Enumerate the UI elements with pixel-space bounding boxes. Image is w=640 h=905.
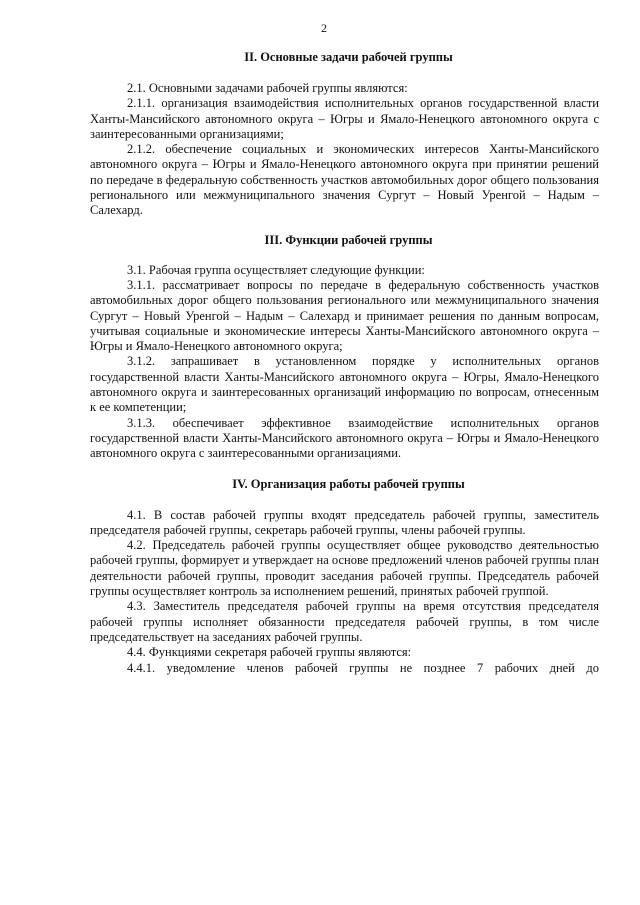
section-title: III. Функции рабочей группы xyxy=(264,232,433,247)
paragraph-3-1-2: 3.1.2. запрашивает в установленном порядке у исполнительных органов государственной власти Ханты-Мансийского автономного округа – Югры, Ямало-Ненецкого автономного округа и заинтересованных организаций информацию по вопросам, отнесенным к ее компетенции; xyxy=(90,354,599,415)
paragraph-2-1-1: 2.1.1. организация взаимодействия исполнительных органов государственной власти Ханты-Мансийского автономного округа – Югры и Ямало-Ненецкого автономного округа с заинтересованными организациями; xyxy=(90,96,599,141)
section-title: IV. Организация работы рабочей группы xyxy=(232,476,465,491)
paragraph-2-1: 2.1. Основными задачами рабочей группы являются: xyxy=(127,81,408,95)
paragraph-4-1: 4.1. В состав рабочей группы входят председатель рабочей группы, заместитель председателя рабочей группы, секретарь рабочей группы, члены рабочей группы. xyxy=(90,507,599,537)
paragraph-4-4: 4.4. Функциями секретаря рабочей группы являются: xyxy=(127,645,412,660)
paragraph-2-1-2: 2.1.2. обеспечение социальных и экономических интересов Ханты-Мансийского автономного округа – Югры и Ямало-Ненецкого автономного округа при принятии решений по передаче в федеральную собственность участков автомобильных дорог общего пользования регионального или межмуниципального значения Сургут – Новый Уренгой – Надым – Салехард. xyxy=(90,142,599,218)
page-number: 2 xyxy=(321,21,327,35)
paragraph-4-3: 4.3. Заместитель председателя рабочей группы на время отсутствия председателя рабочей группы исполняет обязанности председателя рабочей группы, в том числе председательствует на заседаниях рабочей группы. xyxy=(90,599,599,644)
section-2 xyxy=(90,49,599,219)
section-4 xyxy=(90,476,599,676)
paragraph-3-1-3: 3.1.3. обеспечивает эффективное взаимодействие исполнительных органов государственной власти Ханты-Мансийского автономного округа – Югры и Ямало-Ненецкого автономного округа с заинтересованными организациями. xyxy=(90,415,599,461)
paragraph-3-1-1: 3.1.1. рассматривает вопросы по передаче в федеральную собственность участков автомобильных дорог общего пользования регионального или межмуниципального значения Сургут – Новый Уренгой – Надым – Салехард и принимает решения по данным вопросам, учитывая социальные и экономические интересы Ханты-Мансийского автономного округа – Югры и Ямало-Ненецкого автономного округа; xyxy=(90,277,599,354)
document-body xyxy=(90,40,599,676)
section-title: II. Основные задачи рабочей группы xyxy=(244,50,453,64)
paragraph-3-1: 3.1. Рабочая группа осуществляет следующие функции: xyxy=(127,262,425,277)
paragraph-4-4-1: 4.4.1. уведомление членов рабочей группы не позднее 7 рабочих дней до xyxy=(127,660,599,675)
section-3 xyxy=(90,232,599,462)
paragraph-4-2: 4.2. Председатель рабочей группы осуществляет общее руководство деятельностью рабочей группы, формирует и утверждает на основе предложений членов рабочей группы план деятельности рабочей группы, проводит заседания рабочей группы. Председатель рабочей группы осуществляет контроль за исполнением решений, принятых рабочей группой. xyxy=(90,538,599,599)
